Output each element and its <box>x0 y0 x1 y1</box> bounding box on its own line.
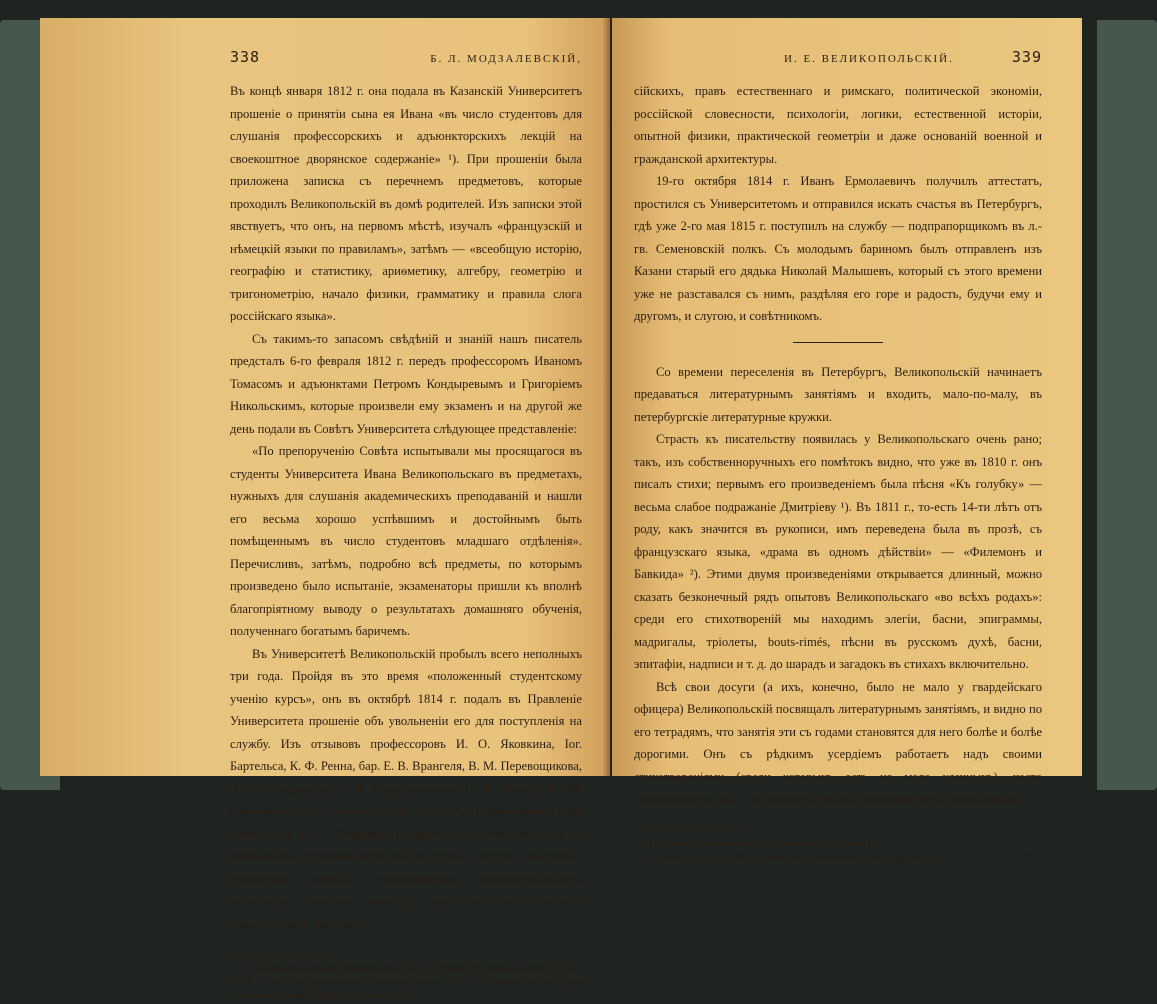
left-footnote-rule <box>230 953 340 954</box>
right-paragraph: Со времени переселенія въ Петербургъ, Великопольскій начинаетъ предаваться литературнымъ занятіямъ и входить, мало-по-малу, въ петербургскіе литературные кружки. <box>634 364 1042 424</box>
right-paragraph: сійскихъ, правъ естественнаго и римскаго, политической экономіи, россійской словесности, психологіи, логики, естественной исторіи, опытной физики, практической геометріи и даже основаній военной и гражданской архитектуры. <box>634 84 1042 166</box>
left-paragraph: Въ Университетѣ Великопольскій пробылъ всего неполныхъ три года. Пройдя въ это время «положенный студентскому ученію курсъ», онъ въ октябрѣ 1814 г. подалъ въ Правленіе Университета прошеніе объ увольненіи его для поступленія на службу. Изъ отзывовъ профессоровъ И. О. Яковкина, Іог. Бартельса, К. Ф. Реннa, бар. Е. В. Врангеля, В. М. Перевощикова, П. С. Кондырева, Г. Н. Городчанинова, П. Г. Томаса, И. М. Симонова, А. С. Лубкина, К. Ѳ. Фукса, А. В. Кайсарова, Н. М. Алехина и С. С. Петровскаго видно, что Великопольскій съ отмѣнными успѣхами прослушалъ курсы: исторіи, географіи, статистики, алгебры, тригонометріи, дифференціальнаго исчисленія, политики, геометріи, россійскаго и уголовнаго права, исторіи правъ рос- <box>230 646 582 931</box>
left-paragraph: Въ концѣ января 1812 г. она подала въ Казанскій Университетъ прошеніе о принятіи сына ея Ивана «въ число студентовъ для слушанія профессорскихъ и адъюнкторскихъ лекцій на своекоштное дворянское содержаніе» ¹). При прошеніи была приложена записка съ перечнемъ предметовъ, которые проходилъ Великопольскій въ домѣ родителей. Изъ записки этой явствуетъ, что онъ, на первомъ мѣстѣ, изучалъ «французскій и нѣмецкій языки по правиламъ», затѣмъ — «всеобщую исторію, географію и статистику, ариѳметику, алгебру, геометрію и тригонометрію, начало физики, грамматику и правила слога россійскаго языка». <box>230 84 582 323</box>
left-page <box>40 18 610 1002</box>
left-paragraph: Съ такимъ-то запасомъ свѣдѣній и знаній нашъ писатель предсталъ 6-го февраля 1812 г. передъ профессоромъ Иваномъ Томасомъ и адъюнктами Петромъ Кондыревымъ и Григоріемъ Никольскимъ, которые произвели ему экзаменъ и на другой же день подали въ Совѣтъ Университета слѣдующее представленіе: <box>230 331 582 436</box>
right-footnote: 2) Тамъ же, стр. 5—38 и «Опыты въ словесности», тетр. I (рукоп.). <box>648 852 932 864</box>
signature-mark: 22* <box>1017 851 1032 863</box>
left-running-head: Б. Л. МОДЗАЛЕВСКІЙ, <box>430 53 582 65</box>
right-page-number: 339 <box>1011 48 1042 66</box>
right-running-head: И. Е. ВЕЛИКОПОЛЬСКІЙ. <box>784 53 954 65</box>
left-page-number: 338 <box>230 48 261 66</box>
book-cover-right <box>1097 20 1157 790</box>
left-page-header <box>230 48 582 66</box>
right-paragraph: Всѣ свои досуги (а ихъ, конечно, было не мало у гвардейскаго офицера) Великопольскій посвящалъ литературнымъ занятіямъ, и видно по его тетрадямъ, что занятія эти съ годами становятся для него болѣе и болѣе дорогими. Онъ съ рѣдкимъ усердіемъ работаетъ надъ своими стихотвореніями (среди которыхъ есть не мало удачныхъ), часто перечитываетъ ихъ, и на многихъ пiесахъ молодыхъ лѣтъ, написанныхъ <box>634 679 1042 806</box>
section-divider <box>793 342 883 343</box>
right-footnote-rule <box>634 829 744 830</box>
right-paragraph: Страсть къ писательству появилась у Великопольскаго очень рано; такъ, изъ собственноручныхъ его помѣтокъ видно, что уже въ 1810 г. онъ писалъ стихи; первымъ его произведеніемъ была пѣсня «Къ голубку» — весьма слабое подражаніе Дмитріеву ¹). Въ 1811 г., то-есть 14-ти лѣтъ отъ роду, какъ значится въ рукописи, имъ переведена была въ прозѣ, съ французскаго языка, «драма въ одномъ дѣйствіи» — «Филемонъ и Бавкида» ²). Этими двумя произведеніями открывается длинный, можно сказать безконечный рядъ опытовъ Великопольскаго «во всѣхъ родахъ»: среди его стихотвореній мы находимъ элегіи, басни, эпиграммы, мадригалы, тріолеты, bouts-rimés, пѣсни въ русскомъ духѣ, басни, эпитафіи, надписи и т. д. до шарадъ и загадокъ въ стихахъ включительно. <box>634 432 1042 671</box>
right-paragraph: 19-го октября 1814 г. Иванъ Ермолаевичъ получилъ аттестатъ, простился съ Университетомъ и отправился искать счастья въ Петербургъ, гдѣ уже 2-го мая 1815 г. поступилъ на службу — подпрапорщикомъ въ л.-гв. Семеновскій полкъ. Съ молодымъ бариномъ былъ отправленъ изъ Казани старый его дядька Николай Малышевъ, который съ этого времени уже не разставался съ нимъ, раздѣляя его горе и радость, будучи ему и другомъ, и слугою, и совѣтникомъ. <box>634 174 1042 323</box>
left-paragraph: «По препорученію Совѣта испытывали мы просящагося въ студенты Университета Ивана Великопольскаго въ предметахъ, нужныхъ для слушанія академическихъ преподаваній и нашли его весьма хорошо успѣвшимъ и достойнымъ быть помѣщеннымъ въ число студентовъ младшаго отдѣленія». Перечисливъ, затѣмъ, подробно всѣ предметы, по которымъ произведено было испытаніе, экзаменаторы пришли къ вполнѣ благопріятному выводу о результатахъ домашняго обученія, полученнаго богатымъ баричемъ. <box>230 444 582 638</box>
right-page <box>612 18 1082 864</box>
right-page-header <box>634 48 1042 66</box>
left-footnote: 1) Архивъ Казанскаго Университета: дѣло о студентѣ Великопольскомъ 1812—1814 г.; копія съ документовъ получены мною отъ А. И. Михайловскаго при любезномъ содѣйствіи Вс. И. Срезневскаго. <box>230 963 582 1002</box>
right-footnote: 1) Рукописный сборникъ «Мои досуги», стр. 40—41. <box>648 838 874 850</box>
